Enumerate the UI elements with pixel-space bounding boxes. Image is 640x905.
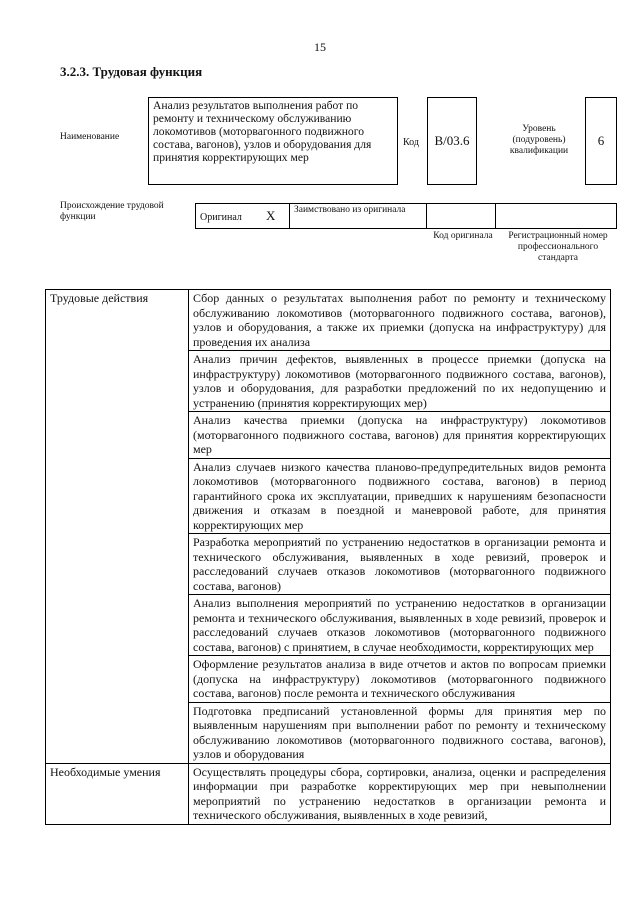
borrowed-cell: Заимствовано из оригинала [289,203,427,229]
code-label: Код [403,137,419,148]
labor-actions-label: Трудовые действия [46,290,189,764]
name-label: Наименование [60,132,120,142]
labor-action-item: Подготовка предписаний установленной формы для принятия мер по выявленным нарушениям при выполнении работ по ремонту и техническому обслуживанию локомотивов (моторвагонного подвижного состава, вагонов), узлов и оборудования [189,702,611,763]
table-row [46,763,611,824]
skill-item: Осуществлять процедуры сбора, сортировки, анализа, оценки и распределения информации при разработке корректирующих мер при невыполнении мероприятий по устранению недостатков в организации ремонта и технического обслуживания, выявленных в ходе ревизий, [189,763,611,824]
section-title: 3.2.3. Трудовая функция [60,64,203,79]
code-original-cell [426,203,496,229]
original-label: Оригинал [200,212,242,223]
code-original-label: Код оригинала [433,231,493,241]
level-label: Уровень (подуровень) квалификации [509,124,569,156]
labor-action-item: Анализ качества приемки (допуска на инфраструктуру) локомотивов (моторвагонного подвижного состава, вагонов) для принятия корректирующих мер [189,412,611,459]
table-row [46,290,611,351]
level-value-box: 6 [585,97,617,185]
function-name-box: Анализ результатов выполнения работ по ремонту и техническому обслуживанию локомотивов (моторвагонного подвижного состава, вагонов), узлов и оборудования для принятия корректирующих мер [148,97,398,185]
labor-function-table [45,289,611,825]
labor-action-item: Сбор данных о результатах выполнения работ по ремонту и техническому обслуживанию локомотивов (моторвагонного подвижного состава, вагонов), узлов и оборудования, а также их приемки (допуска на инфраструктуру) для проведения их анализа [189,290,611,351]
page-number: 15 [314,40,326,54]
code-value-box: B/03.6 [427,97,477,185]
origin-label: Происхождение трудовой функции [60,201,164,222]
original-mark: X [266,208,276,223]
original-cell [195,203,290,229]
labor-action-item: Оформление результатов анализа в виде отчетов и актов по вопросам приемки (допуска на инфраструктуру) локомотивов (моторвагонного подвижного состава, вагонов) после ремонта и технического обслуживания [189,656,611,703]
labor-action-item: Анализ выполнения мероприятий по устранению недостатков в организации ремонта и технического обслуживания, выявленных в ходе ревизий, проверок и расследований случаев отказов локомотивов (моторвагонного подвижного состава, вагонов) с принятием, в случае необходимости, корректирующих мер [189,595,611,656]
labor-action-item: Разработка мероприятий по устранению недостатков в организации ремонта и технического обслуживания, выявленных в ходе ревизий, проверок и расследований случаев отказов локомотивов (моторвагонного подвижного состава, вагонов) [189,534,611,595]
reg-number-cell [495,203,617,229]
skills-label: Необходимые умения [46,763,189,824]
labor-action-item: Анализ случаев низкого качества планово-предупредительных видов ремонта локомотивов (моторвагонного подвижного состава, вагонов) в период гарантийного срока их эксплуатации, приведших к нарушениям безопасности движения и отказам в поездной и маневровой работе, для принятия корректирующих мер [189,458,611,534]
reg-number-label: Регистрационный номер профессионального стандарта [508,231,608,263]
labor-action-item: Анализ причин дефектов, выявленных в процессе приемки (допуска на инфраструктуру) локомотивов (моторвагонного подвижного состава, вагонов), узлов и оборудования, для разработки предложений по их недопущению и устранению (принятия корректирующих мер) [189,351,611,412]
origin-row [195,203,617,229]
